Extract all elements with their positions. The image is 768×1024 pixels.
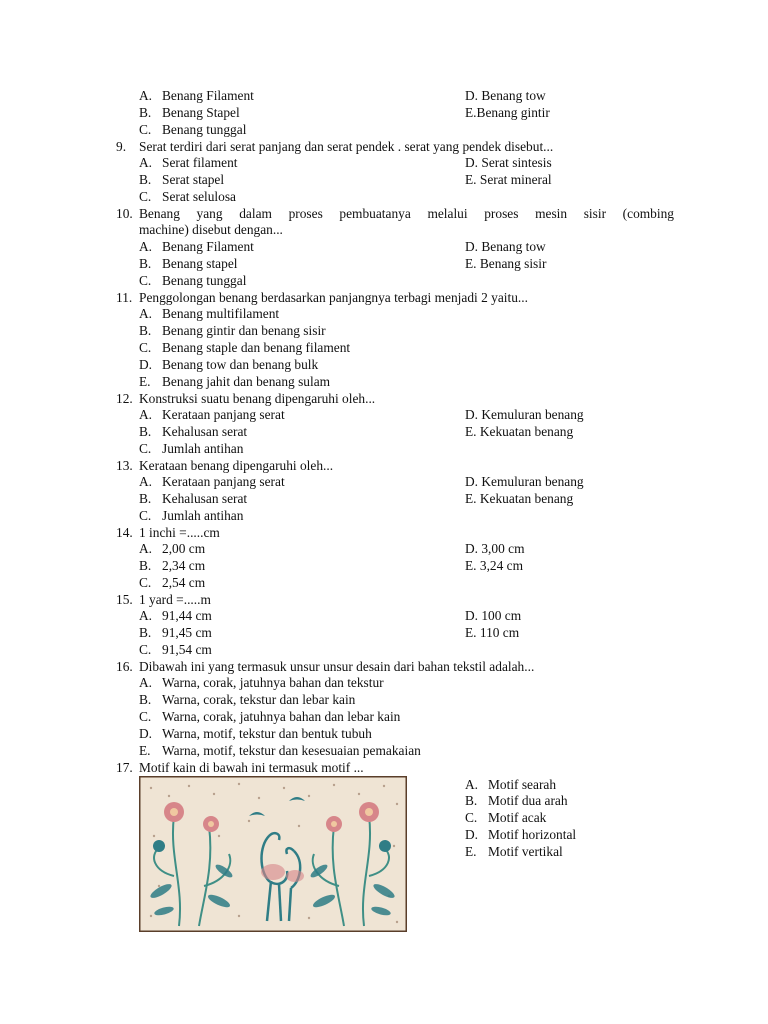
question-text: Serat terdiri dari serat panjang dan serat pendek . serat yang pendek disebut... [139,139,554,154]
question-text: Motif kain di bawah ini termasuk motif ... [139,760,364,775]
question-text: 1 inchi =.....cm [139,525,220,540]
q13-option-b: B. Kehalusan serat [139,491,248,506]
question-number: 13. [116,458,133,473]
q16-option-e: E. Warna, motif, tekstur dan kesesuaian pemakaian [139,743,421,758]
q8-option-c: C. Benang tunggal [139,122,247,137]
q17-option-c: C. Motif acak [465,810,547,825]
question-number: 9. [116,139,127,154]
q8-option-d: D. Benang tow [465,88,546,103]
question-number: 12. [116,391,133,406]
question-text: Konstruksi suatu benang dipengaruhi oleh... [139,391,376,406]
q14-option-c: C. 2,54 cm [139,575,206,590]
q16-option-a: A. Warna, corak, jatuhnya bahan dan tekstur [139,675,384,690]
q17-option-e: E. Motif vertikal [465,844,563,859]
q12-option-b: B. Kehalusan serat [139,424,248,439]
q17-option-d: D. Motif horizontal [465,827,577,842]
question-text: Penggolongan benang berdasarkan panjangnya terbagi menjadi 2 yaitu... [139,290,528,305]
q16-option-d: D. Warna, motif, tekstur dan bentuk tubuh [139,726,372,741]
q12-option-c: C. Jumlah antihan [139,441,244,456]
q11-option-b: B. Benang gintir dan benang sisir [139,323,326,338]
q9-option-c: C. Serat selulosa [139,189,237,204]
q10-option-a: A. Benang Filament [139,239,254,254]
q16-option-b: B. Warna, corak, tekstur dan lebar kain [139,692,356,707]
q11-option-c: C. Benang staple dan benang filament [139,340,351,355]
q15-option-c: C. 91,54 cm [139,642,212,657]
q16-option-c: C. Warna, corak, jatuhnya bahan dan lebar kain [139,709,401,724]
q15-option-b: B. 91,45 cm [139,625,212,640]
q13-option-e: E. Kekuatan benang [465,491,574,506]
question-number: 15. [116,592,133,607]
batik-fabric-image [139,776,407,932]
q9-option-e: E. Serat mineral [465,172,552,187]
question-number: 17. [116,760,133,775]
q11-option-d: D. Benang tow dan benang bulk [139,357,319,372]
question-number: 11. [116,290,133,305]
q11-option-a: A. Benang multifilament [139,306,280,321]
q12-option-a: A. Kerataan panjang serat [139,407,285,422]
q17-option-a: A. Motif searah [465,777,557,792]
q14-option-d: D. 3,00 cm [465,541,525,556]
q9-option-b: B. Serat stapel [139,172,225,187]
q12-option-e: E. Kekuatan benang [465,424,574,439]
q13-option-a: A. Kerataan panjang serat [139,474,285,489]
q11-option-e: E. Benang jahit dan benang sulam [139,374,331,389]
q14-option-b: B. 2,34 cm [139,558,206,573]
q12-option-d: D. Kemuluran benang [465,407,584,422]
q9-option-a: A. Serat filament [139,155,238,170]
q15-option-d: D. 100 cm [465,608,522,623]
q13-option-c: C. Jumlah antihan [139,508,244,523]
q8-option-e: E.Benang gintir [465,105,550,120]
q14-option-a: A. 2,00 cm [139,541,206,556]
q10-option-b: B. Benang stapel [139,256,238,271]
q10-option-c: C. Benang tunggal [139,273,247,288]
q10-option-d: D. Benang tow [465,239,546,254]
q10-option-e: E. Benang sisir [465,256,547,271]
question-number: 16. [116,659,133,674]
question-text: Kerataan benang dipengaruhi oleh... [139,458,334,473]
q9-option-d: D. Serat sintesis [465,155,552,170]
question-text: Dibawah ini yang termasuk unsur unsur desain dari bahan tekstil adalah... [139,659,535,674]
q17-option-b: B. Motif dua arah [465,793,568,808]
question-text-continued: machine) disebut dengan... [139,222,283,237]
q13-option-d: D. Kemuluran benang [465,474,584,489]
q15-option-e: E. 110 cm [465,625,520,640]
q14-option-e: E. 3,24 cm [465,558,524,573]
question-number: 10. [116,206,133,221]
question-number: 14. [116,525,133,540]
question-text: Benang yang dalam proses pembuatanya melalui proses mesin sisir (combing [139,206,674,221]
question-text: 1 yard =.....m [139,592,211,607]
q8-option-b: B. Benang Stapel [139,105,240,120]
q15-option-a: A. 91,44 cm [139,608,212,623]
q8-option-a: A. Benang Filament [139,88,254,103]
